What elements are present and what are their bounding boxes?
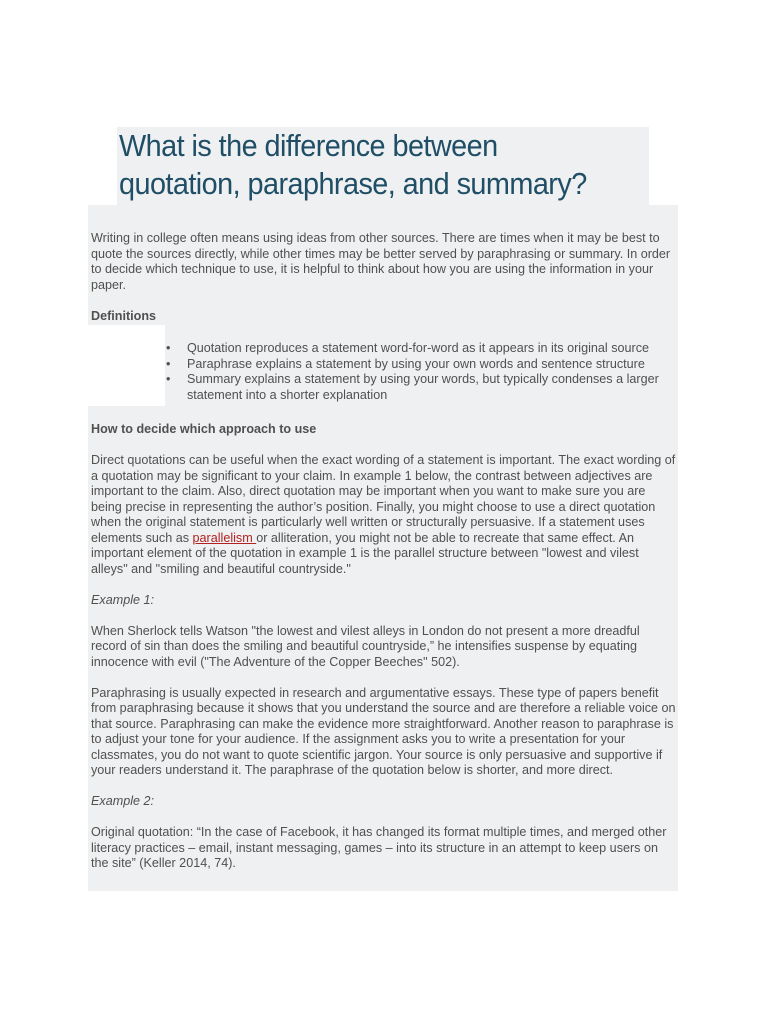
paraphrasing-paragraph: Paraphrasing is usually expected in research and argumentative essays. These type of papers benefit from paraphrasing because it shows that you understand the source and are therefore a reliable voice on that source. Paraphrasing can make the evidence more straightforward. Another reason to paraphrase is to adjust your tone for your audience. If the assignment asks you to write a presentation for your classmates, you do not want to quote scientific jargon. Your source is only persuasive and supportive if your readers understand it. The paraphrase of the quotation below is shorter, and more direct. bbox=[91, 685, 676, 777]
approach-heading: How to decide which approach to use bbox=[91, 422, 317, 436]
definition-summary: Summary explains a statement by using your words, but typically condenses a larger statement into a shorter explanation bbox=[187, 372, 659, 402]
list-item bbox=[163, 372, 678, 403]
example-1-label: Example 1: bbox=[91, 592, 154, 607]
definition-quotation: Quotation reproduces a statement word-for-word as it appears in its original source bbox=[187, 341, 649, 355]
bullet-icon: • bbox=[166, 341, 171, 355]
parallelism-link[interactable]: parallelism bbox=[192, 530, 257, 545]
list-item bbox=[163, 341, 678, 357]
bullet-icon: • bbox=[166, 356, 171, 371]
article-body bbox=[91, 231, 678, 887]
bullet-icon: • bbox=[166, 372, 171, 386]
list-item bbox=[163, 357, 678, 373]
direct-quotation-paragraph bbox=[91, 453, 678, 577]
example-2-paragraph: Original quotation: “In the case of Facebook, it has changed its format multiple times, and merged other literacy practices – email, instant messaging, games – into its structure in an attempt to keep users on the site” (Keller 2014, 74). bbox=[91, 825, 667, 870]
direct-quotation-text-continued: or alliteration, you might not be able to recreate that same effect. An important element of the quotation in example 1 is the parallel structure between "lowest and vilest alleys" and "smiling and beautiful countryside." bbox=[91, 530, 639, 576]
definition-paraphrase: Paraphrase explains a statement by using your own words and sentence structure bbox=[187, 356, 645, 371]
direct-quotation-text: Direct quotations can be useful when the exact wording of a statement is important. The exact wording of a quotation may be significant to your claim. In example 1 below, the contrast between adjectives are important to the claim. Also, direct quotation may be important when you want to make sure you are being precise in representing the author’s position. Finally, you might choose to use a direct quotation when the original statement is particularly well written or structurally persuasive. If a statement uses elements such as bbox=[91, 453, 676, 545]
page-title: What is the difference between quotation, paraphrase, and summary? bbox=[119, 128, 587, 201]
definitions-list bbox=[91, 341, 678, 403]
example-1-paragraph: When Sherlock tells Watson "the lowest and vilest alleys in London do not present a more dreadful record of sin than does the smiling and beautiful countryside,” he intensifies suspense by equating innocence with evil ("The Adventure of the Copper Beeches" 502). bbox=[91, 623, 640, 669]
definitions-heading: Definitions bbox=[91, 308, 157, 323]
intro-paragraph: Writing in college often means using ideas from other sources. There are times when it may be best to quote the sources directly, while other times may be better served by paraphrasing or summary. In order to decide which technique to use, it is helpful to think about how you are using the information in your paper. bbox=[91, 231, 671, 292]
example-2-label: Example 2: bbox=[91, 794, 154, 808]
